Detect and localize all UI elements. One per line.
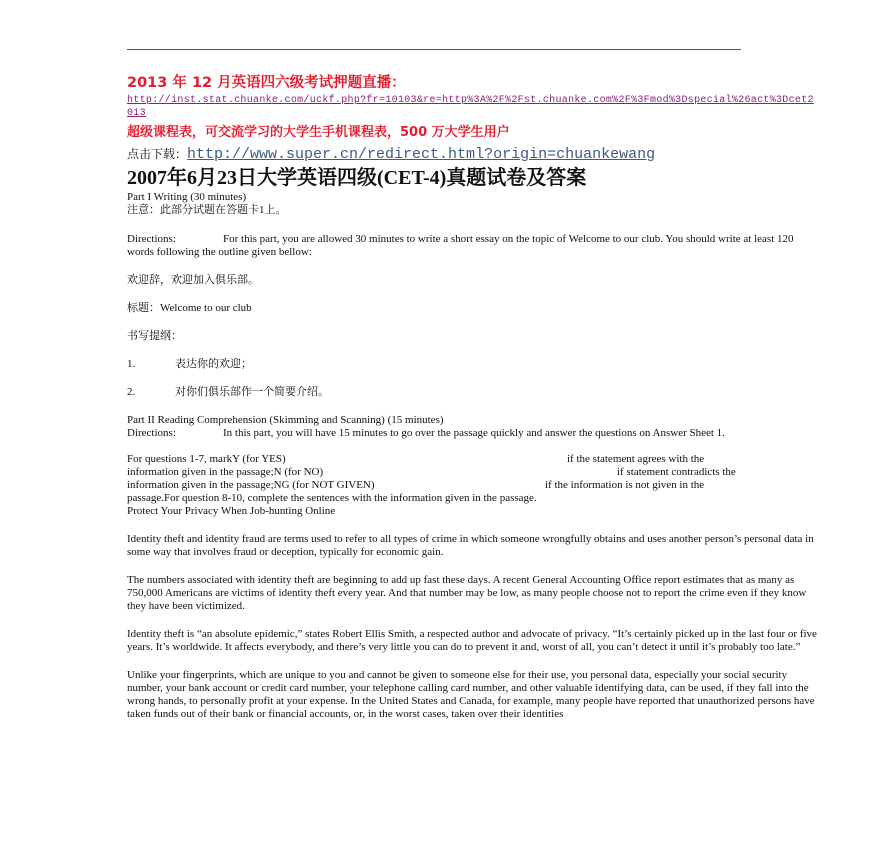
part2-heading: Part II Reading Comprehension (Skimming and Scanning) (15 minutes)	[127, 414, 444, 426]
title-label: 标题：	[127, 302, 160, 314]
part1-note: 注意：此部分试题在答题卡1上。	[127, 204, 287, 216]
passage-paragraph-2: The numbers associated with identity theft are beginning to add up fast these days. A recent General Accounting Office report estimates that as many as 750,000 Americans are victims of identity theft every year. And that number may be low, as many people choose not to report the crime even if they know they have been victimized.	[127, 574, 807, 612]
questions-line2a: information given in the passage;N (for NO)	[127, 466, 324, 478]
directions-paragraph	[127, 233, 817, 259]
questions-line3a: information given in the passage;NG (for NOT GIVEN)	[127, 479, 375, 491]
title-value: Welcome to our club	[160, 302, 252, 314]
questions-line1b: if the statement agrees with the	[567, 453, 705, 465]
part2-directions-text: In this part, you will have 15 minutes to go over the passage quickly and answer the questions on Answer Sheet 1.	[223, 427, 725, 439]
part2-directions-label: Directions:	[127, 427, 176, 439]
ad-subtitle: 超级课程表，可交流学习的大学生手机课程表，500 万大学生用户	[127, 125, 510, 140]
questions-row-1	[127, 453, 817, 466]
outline-item-2	[127, 386, 817, 399]
outline-item-1-num: 1.	[127, 358, 136, 370]
header-rule	[127, 49, 741, 50]
passage-title: Protect Your Privacy When Job-hunting Online	[127, 505, 336, 517]
outline-item-1	[127, 358, 817, 371]
passage-paragraph-1: Identity theft and identity fraud are terms used to refer to all types of crime in which someone wrongfully obtains and uses another person’s personal data in some way that involves fraud or deception, typically for economic gain.	[127, 533, 814, 558]
questions-line1a: For questions 1-7, markY (for YES)	[127, 453, 286, 465]
ad-link[interactable]: http://inst.stat.chuanke.com/uckf.php?fr=10103&re=http%3A%2F%2Fst.chuanke.com%2F%3Fmod%3Dspecial%26act%3Dcet2013	[127, 95, 814, 119]
download-line	[127, 144, 817, 165]
outline-item-1-text: 表达你的欢迎；	[175, 358, 252, 370]
passage-paragraph-4: Unlike your fingerprints, which are unique to you and cannot be given to someone else for their use, you personal data, especially your social security number, your bank account or credit card number, your telephone calling card number, and other valuable identifying data, can be used, if they fall into the wrong hands, to personally profit at your expense. In the United States and Canada, for example, many people have reported that unauthorized persons have taken funds out of their bank or financial accounts, or, in the worst cases, taken over their identities	[127, 669, 815, 720]
questions-row-3	[127, 479, 817, 492]
questions-line4: passage.For question 8-10, complete the sentences with the information given in the passage.	[127, 492, 537, 504]
part1-heading: Part I Writing (30 minutes)	[127, 191, 247, 203]
document-title: 2007年6月23日大学英语四级(CET-4)真题试卷及答案	[127, 167, 587, 189]
questions-line2b: if statement contradicts the	[617, 466, 736, 478]
questions-instructions	[127, 453, 817, 518]
directions-label: Directions:	[127, 233, 176, 245]
directions-text: For this part, you are allowed 30 minutes to write a short essay on the topic of Welcome to our club. You should write at least 120 words following the outline given bellow:	[127, 233, 794, 258]
outline-label: 书写提纲：	[127, 330, 182, 342]
ad-title: 2013 年 12 月英语四六级考试押题直播：	[127, 75, 406, 91]
part2-directions	[127, 427, 817, 440]
questions-row-2	[127, 466, 817, 479]
welcome-line: 欢迎辞，欢迎加入俱乐部。	[127, 274, 259, 286]
title-line	[127, 302, 817, 315]
passage-paragraph-3: Identity theft is “an absolute epidemic,” states Robert Ellis Smith, a respected author and advocate of privacy. “It’s certainly picked up in the last four or five years. It’s worldwide. It affects everybody, and there’s very little you can do to prevent it and, worst of all, you can’t detect it until it’s probably too late.”	[127, 628, 817, 653]
questions-line3b: if the information is not given in the	[545, 479, 705, 491]
document-page	[127, 72, 817, 721]
outline-item-2-num: 2.	[127, 386, 136, 398]
outline-item-2-text: 对你们俱乐部作一个简要介绍。	[175, 386, 329, 398]
download-label: 点击下载：	[127, 147, 188, 161]
download-link[interactable]: http://www.super.cn/redirect.html?origin=chuankewang	[187, 146, 656, 163]
